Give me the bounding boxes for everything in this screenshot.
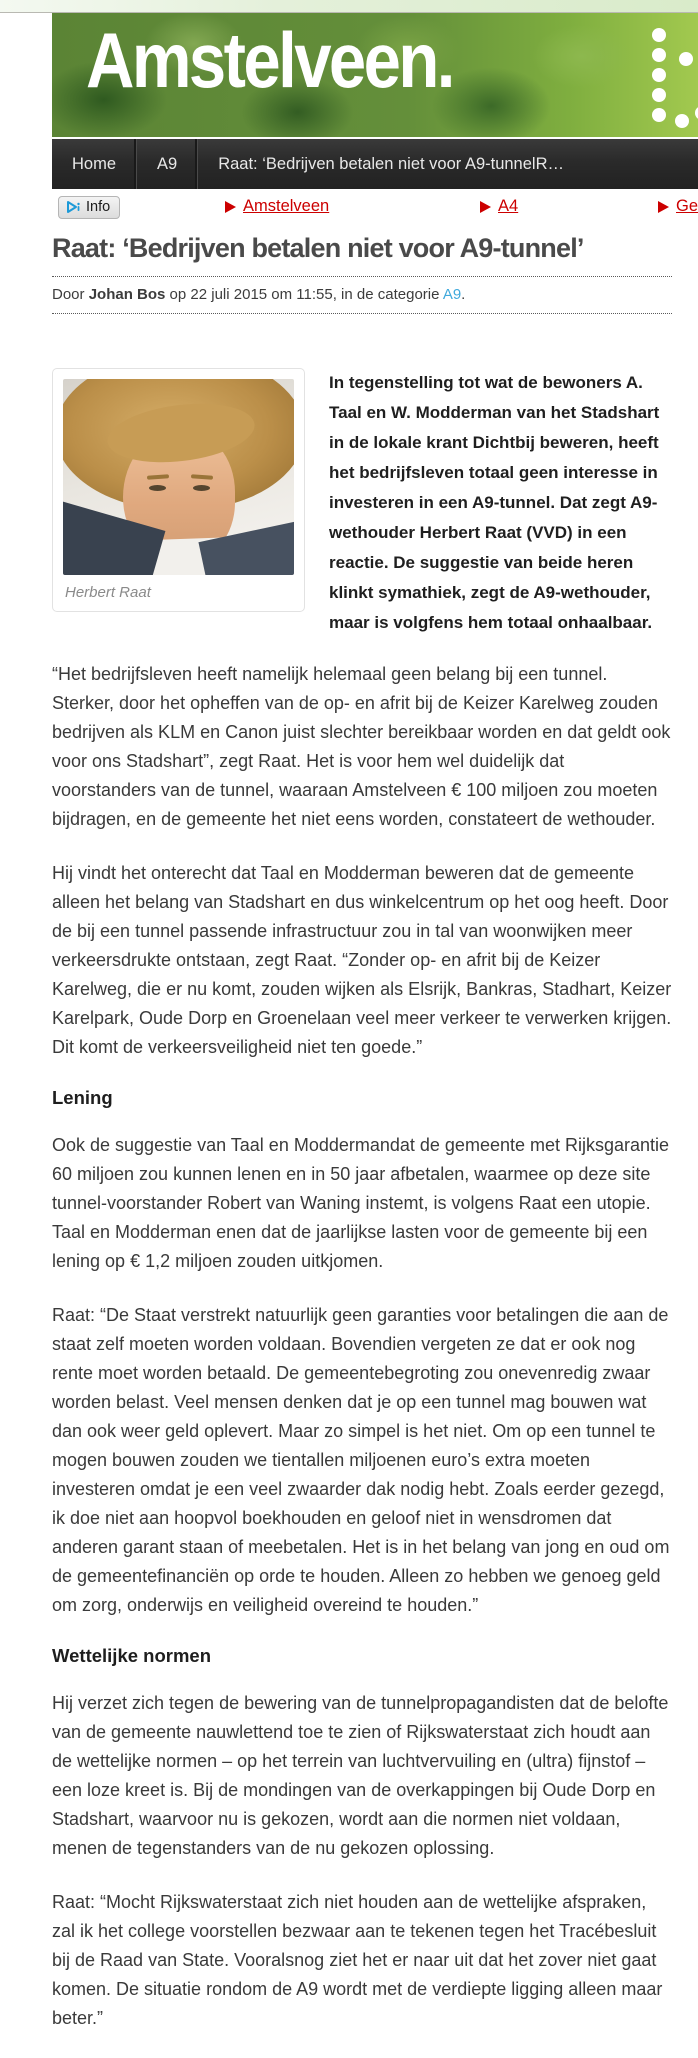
ad-link-a4[interactable] — [480, 197, 518, 216]
article-intro: In tegenstelling tot wat de bewoners A. Taal en W. Modderman van het Stadshart in de lokale krant Dichtbij beweren, heeft het bedrijfsleven totaal geen interesse in investeren in een A9-tunnel. Dat zegt A9-wethouder Herbert Raat (VVD) in een reactie. De suggestie van beide heren klinkt symathiek, zegt de A9-wethouder, maar is volgfens hem totaal onhaalbaar. — [329, 373, 660, 633]
ad-links-bar — [0, 194, 698, 224]
ad-info-label: Info — [86, 199, 111, 215]
ad-link-amstelveen[interactable] — [225, 197, 329, 216]
red-arrow-icon — [480, 201, 491, 213]
ad-info-button[interactable] — [58, 196, 120, 219]
divider — [52, 313, 672, 314]
breadcrumb — [52, 139, 698, 189]
byline-suffix: . — [461, 286, 466, 304]
ad-link-label: Ge — [676, 197, 698, 215]
red-arrow-icon — [225, 201, 236, 213]
dotted-b-logo-icon — [650, 25, 698, 129]
article — [52, 230, 672, 2033]
red-arrow-icon — [658, 201, 669, 213]
paragraph: Hij vindt het onterecht dat Taal en Modderman beweren dat de gemeente alleen het belang van Stadshart en dus winkelcentrum op het oog heeft. Door de bij een tunnel passende infrastructuur zou in tal van woonwijken meer verkeersdrukte ontstaan, zegt Raat. “Zonder op- en afrit bij de Keizer Karelweg, die er nu komt, zouden wijken als Elsrijk, Bankras, Stadhart, Keizer Karelpark, Oude Dorp en Groenelaan veel meer verkeer te verwerken krijgen. Dit komt de verkeersveiligheid niet ten goede.” — [52, 863, 672, 1058]
section-heading-lening: Lening — [52, 1087, 113, 1109]
ad-link-label: Amstelveen — [243, 197, 330, 215]
section-heading-wettelijke-normen: Wettelijke normen — [52, 1645, 212, 1667]
photo-caption: Herbert Raat — [65, 584, 151, 602]
breadcrumb-current-page: Raat: ‘Bedrijven betalen niet voor A9-tunnelR… — [197, 139, 584, 189]
site-logo-text: Amstelveen. — [86, 16, 453, 104]
article-body — [52, 660, 672, 2033]
paragraph: Raat: “Mocht Rijkswaterstaat zich niet houden aan de wettelijke afspraken, zal ik het college voorstellen bezwaar aan te tekenen tegen het Tracébesluit bij de Raad van State. Vooralsnog ziet het er naar uit dat het zover niet gaat komen. De situatie rondom de A9 wordt met de verdiepte ligging alleen maar beter.” — [52, 1892, 663, 2029]
paragraph: “Het bedrijfsleven heeft namelijk helemaal geen belang bij een tunnel. Sterker, door het opheffen van de op- en afrit bij de Keizer Karelweg zouden bedrijven als KLM en Canon juist slechter bereikbaar worden en dat geldt ook voor ons Stadshart”, zegt Raat. Het is voor hem wel duidelijk dat voorstanders van de tunnel, waaraan Amstelveen € 100 miljoen zou moeten bijdragen, en de gemeente het niet eens worden, constateert de wethouder. — [52, 664, 671, 830]
article-lead — [52, 368, 672, 638]
breadcrumb-home[interactable]: Home — [72, 154, 117, 173]
breadcrumb-a9[interactable]: A9 — [136, 139, 197, 189]
byline-author: Johan Bos — [88, 286, 166, 304]
byline — [52, 277, 672, 313]
byline-prefix: Door — [52, 286, 85, 304]
ad-link-truncated[interactable] — [658, 197, 698, 216]
herbert-raat-photo — [63, 379, 294, 575]
byline-date: op 22 juli 2015 om 11:55, in de categorie — [169, 286, 440, 304]
paragraph: Ook de suggestie van Taal en Moddermandat de gemeente met Rijksgarantie 60 miljoen zou kunnen lenen en in 50 jaar afbetalen, waarmee op deze site tunnel-voorstander Robert van Waning instemt, is volgens Raat een utopie. Taal en Modderman enen dat de jaarlijkse lasten voor de gemeente bij een lening op € 1,2 miljoen zouden uitkjomen. — [52, 1135, 670, 1272]
paragraph: Hij verzet zich tegen de bewering van de tunnelpropagandisten dat de belofte van de gemeente nauwlettend toe te zien of Rijkswaterstaat zich houdt aan de wettelijke normen – op het terrein van luchtvervuiling en (ultra) fijnstof – een loze kreet is. Bij de mondingen van de overkappingen bij Oude Dorp en Stadshart, waarvoor nu is gekozen, wordt aan die normen niet voldaan, menen de tegenstanders van de nu gekozen oplossing. — [52, 1693, 669, 1859]
ad-link-label: A4 — [498, 197, 519, 215]
adchoices-icon — [66, 200, 81, 214]
category-link[interactable]: A9 — [442, 286, 462, 304]
page-title: Raat: ‘Bedrijven betalen niet voor A9-tunnel’ — [52, 233, 584, 263]
site-banner[interactable] — [52, 13, 698, 137]
top-strip — [0, 0, 698, 13]
paragraph: Raat: “De Staat verstrekt natuurlijk geen garanties voor betalingen die aan de staat zelf moeten worden voldaan. Bovendien vergeten ze dat er ook nog rente moet worden betaald. De gemeentebegroting zou onevenredig zwaar worden belast. Veel mensen denken dat je op een tunnel mag bouwen wat dan ook weer geld oplevert. Maar zo simpel is het niet. Om op een tunnel te mogen bouwen zouden we tientallen miljoenen euro’s extra moeten investeren omdat je een veel zwaarder dak nodig hebt. Zoals eerder gezegd, ik doe niet aan hoopvol boekhouden en geloof niet in wensdromen dat anderen garant staan of meebetalen. Het is in het belang van jong en oud om de gemeentefinanciën op orde te houden. Alleen zo hebben we genoeg geld om zorg, onderwijs en veiligheid overeind te houden.” — [52, 1305, 670, 1616]
photo-card — [52, 368, 305, 612]
